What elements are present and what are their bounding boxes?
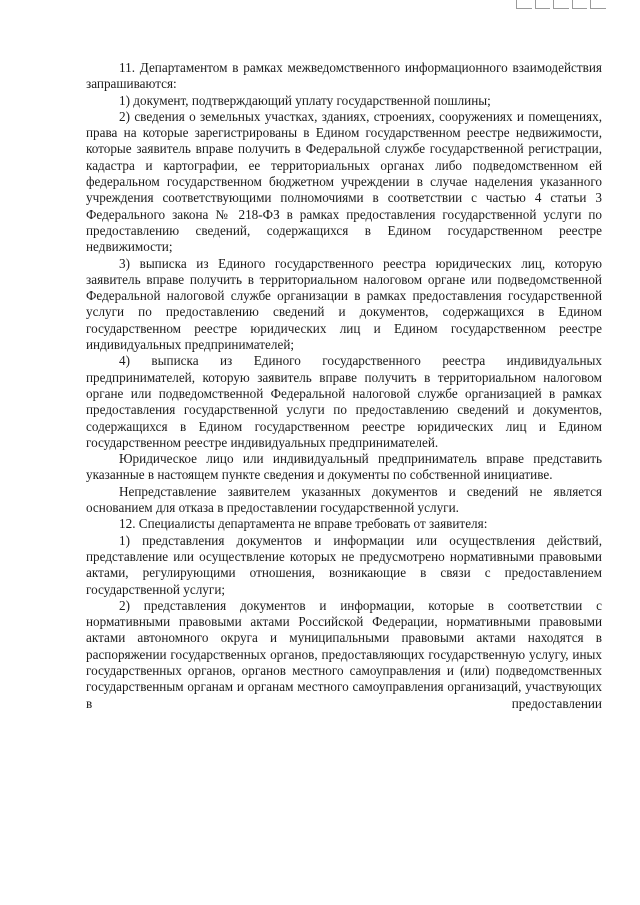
paragraph-non-submission: Непредставление заявителем указанных документов и сведений не является основанием для отказа в предоставлении государственной услуги. [86,483,602,516]
paragraph-11-item-1: 1) документ, подтверждающий уплату государственной пошлины; [119,92,491,108]
scan-mark [572,0,588,9]
paragraph-12-item-2: 2) представления документов и информации, которые в соответствии с нормативными правовыми актами Российской Федерации, нормативными правовыми актами автономного округа и муниципальными правовыми актами находятся в распоряжении государственных органов, предоставляющих государственную услугу, иных государственных органов, органов местного самоуправления и (или) подведомственных государственным органам и органам местного самоуправления организаций, участвующих в предоставлении [86,597,602,711]
paragraph-11-item-2: 2) сведения о земельных участках, зданиях, строениях, сооружениях и помещениях, права на которые зарегистрированы в Едином государственном реестре недвижимости, которые заявитель вправе получить в Федеральной службе государственной регистрации, кадастра и картографии, ее территориальных органах либо подведомственном ей федеральном государственном бюджетном учреждении в случае наделения указанного учреждения соответствующими полномочиями в соответствии с частью 4 статьи 3 Федерального закона № 218-ФЗ в рамках предоставления государственной услуги по предоставлению сведений, содержащихся в Едином государственном реестре недвижимости; [86,108,602,255]
paragraph-12-intro: 12. Специалисты департамента не вправе требовать от заявителя: [119,516,488,532]
document-page [86,60,602,712]
paragraph-12-item-1: 1) представления документов и информации или осуществления действий, представление или осуществление которых не предусмотрено нормативными правовыми актами, регулирующими отношения, возникающие в связи с предоставлением государственной услуги; [86,532,602,597]
paragraph-11-item-4: 4) выписка из Единого государственного реестра индивидуальных предпринимателей, которую заявитель вправе получить в территориальном налоговом органе или подведомственной Федеральной налоговой службе организацией в рамках предоставления государственной услуги по предоставлению сведений и документов, содержащихся в Едином государственном реестре юридических лиц и Едином государственном реестре индивидуальных предпринимателей. [86,353,602,450]
scan-mark [553,0,569,9]
scan-corner-marks [516,0,606,10]
paragraph-own-initiative: Юридическое лицо или индивидуальный предприниматель вправе представить указанные в настоящем пункте сведения и документы по собственной инициативе. [86,451,602,483]
scan-mark [535,0,551,9]
scan-mark [590,0,606,9]
scan-mark [516,0,532,9]
paragraph-11-intro: 11. Департаментом в рамках межведомственного информационного взаимодействия запрашиваются: [86,60,602,92]
paragraph-11-item-3: 3) выписка из Единого государственного реестра юридических лиц, которую заявитель вправе получить в территориальном налоговом органе или подведомственной Федеральной налоговой службе организации в рамках предоставления государственной услуги по предоставлению сведений и документов, содержащихся в Едином государственном реестре юридических лиц и Едином государственном реестре индивидуальных предпринимателей; [86,255,602,353]
